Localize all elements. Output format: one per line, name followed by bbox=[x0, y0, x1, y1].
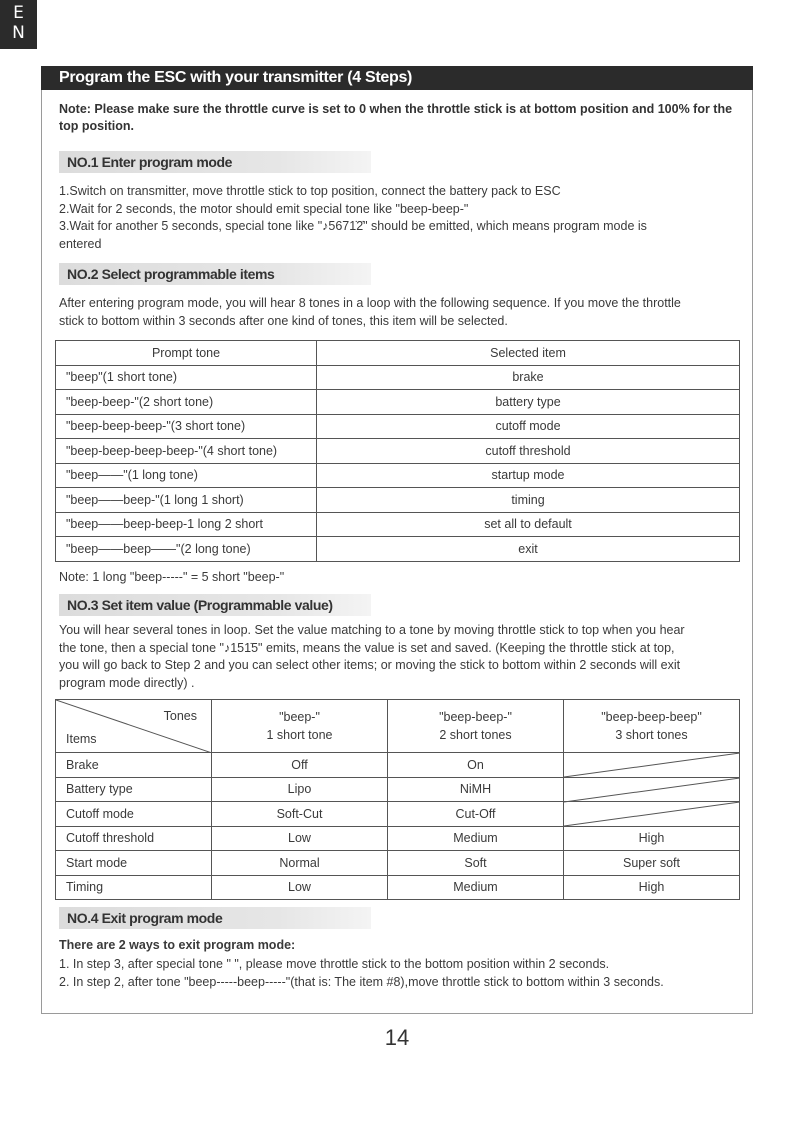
language-tab bbox=[0, 0, 37, 49]
value-cell: Lipo bbox=[212, 777, 388, 802]
item-name-cell: Timing bbox=[56, 875, 212, 900]
item-name-cell: Start mode bbox=[56, 851, 212, 876]
column-header-1-short bbox=[212, 700, 388, 753]
selected-item-cell: exit bbox=[317, 537, 740, 562]
table-row bbox=[56, 875, 740, 900]
description-line: After entering program mode, you will hear 8 tones in a loop with the following sequence. If you move the throttle bbox=[59, 296, 681, 310]
column-header-3-short bbox=[564, 700, 740, 753]
throttle-curve-note: Note: Please make sure the throttle curve is set to 0 when the throttle stick is at bottom position and 100% for the top position. bbox=[59, 102, 733, 133]
exit-way-line: 1. In step 3, after special tone " ", please move throttle stick to the bottom position within 2 seconds. bbox=[59, 957, 610, 971]
value-cell: Cut-Off bbox=[388, 802, 564, 827]
column-tone: "beep-beep-" bbox=[439, 710, 512, 724]
enter-program-mode-steps bbox=[59, 183, 739, 253]
item-name-cell: Brake bbox=[56, 753, 212, 778]
step-line: entered bbox=[59, 236, 102, 251]
value-cell: Off bbox=[212, 753, 388, 778]
table-row bbox=[56, 439, 740, 464]
section-heading-enter-program-mode: NO.1 Enter program mode bbox=[59, 151, 371, 173]
selected-item-cell: brake bbox=[317, 365, 740, 390]
step-line: 2.Wait for 2 seconds, the motor should emit special tone like "beep-beep-" bbox=[59, 201, 469, 216]
empty-value-cell bbox=[564, 777, 740, 802]
prompt-tone-cell: "beep——beep——"(2 long tone) bbox=[56, 537, 317, 562]
table-row bbox=[56, 537, 740, 562]
description-line: program mode directly) . bbox=[59, 675, 195, 690]
table-row bbox=[56, 390, 740, 415]
exit-ways-intro: There are 2 ways to exit program mode: bbox=[59, 938, 296, 952]
page-number: 14 bbox=[384, 1025, 410, 1050]
value-cell: On bbox=[388, 753, 564, 778]
table-row bbox=[56, 851, 740, 876]
empty-value-cell bbox=[564, 753, 740, 778]
table-row bbox=[56, 365, 740, 390]
table-header-row bbox=[56, 341, 740, 366]
step-line: 3.Wait for another 5 seconds, special tone like "♪5671̇2̇" should be emitted, which means program mode is bbox=[59, 219, 647, 233]
value-cell: High bbox=[564, 826, 740, 851]
value-cell: Medium bbox=[388, 875, 564, 900]
value-cell: NiMH bbox=[388, 777, 564, 802]
section-heading-select-items: NO.2 Select programmable items bbox=[59, 263, 371, 285]
column-tone: "beep-beep-beep" bbox=[601, 710, 702, 724]
value-cell: Low bbox=[212, 875, 388, 900]
selected-item-cell: set all to default bbox=[317, 512, 740, 537]
column-header-selected-item: Selected item bbox=[317, 341, 740, 366]
value-cell: Low bbox=[212, 826, 388, 851]
section-heading-exit-program-mode: NO.4 Exit program mode bbox=[59, 907, 371, 929]
empty-cell-strike bbox=[564, 753, 740, 778]
value-cell: Super soft bbox=[564, 851, 740, 876]
column-tone-desc: 2 short tones bbox=[439, 728, 512, 742]
column-tone: "beep-" bbox=[279, 710, 320, 724]
selected-item-cell: cutoff threshold bbox=[317, 439, 740, 464]
empty-value-cell bbox=[564, 802, 740, 827]
selected-item-cell: cutoff mode bbox=[317, 414, 740, 439]
table-row bbox=[56, 826, 740, 851]
step-line: 1.Switch on transmitter, move throttle stick to top position, connect the battery pack to ESC bbox=[59, 184, 561, 198]
prompt-tone-cell: "beep-beep-beep-"(3 short tone) bbox=[56, 414, 317, 439]
prompt-tone-cell: "beep——beep-beep-1 long 2 short bbox=[56, 512, 317, 537]
column-header-2-short bbox=[388, 700, 564, 753]
set-item-value-description bbox=[59, 622, 739, 692]
column-tone-desc: 1 short tone bbox=[266, 728, 333, 742]
corner-label-tones: Tones bbox=[163, 709, 197, 723]
prompt-tone-cell: "beep——"(1 long tone) bbox=[56, 463, 317, 488]
table-row bbox=[56, 753, 740, 778]
description-line: You will hear several tones in loop. Set the value matching to a tone by moving throttle stick to top when you hear bbox=[59, 623, 685, 637]
description-line: you will go back to Step 2 and you can select other items; or moving the stick to bottom within 2 seconds will exit bbox=[59, 658, 681, 672]
description-line: stick to bottom within 3 seconds after one kind of tones, this item will be selected. bbox=[59, 313, 508, 328]
prompt-tone-cell: "beep——beep-"(1 long 1 short) bbox=[56, 488, 317, 513]
exit-ways-list bbox=[59, 956, 739, 991]
table-row bbox=[56, 488, 740, 513]
long-short-note: Note: 1 long "beep-----" = 5 short "beep-" bbox=[59, 570, 285, 584]
value-cell: Soft bbox=[388, 851, 564, 876]
language-letter-n: N bbox=[12, 23, 25, 43]
selected-item-cell: battery type bbox=[317, 390, 740, 415]
value-cell: High bbox=[564, 875, 740, 900]
prompt-tone-table bbox=[55, 340, 740, 562]
table-row bbox=[56, 512, 740, 537]
value-cell: Medium bbox=[388, 826, 564, 851]
column-header-prompt-tone: Prompt tone bbox=[56, 341, 317, 366]
prompt-tone-cell: "beep-beep-"(2 short tone) bbox=[56, 390, 317, 415]
select-items-description bbox=[59, 295, 739, 330]
prompt-tone-cell: "beep"(1 short tone) bbox=[56, 365, 317, 390]
table-row bbox=[56, 777, 740, 802]
selected-item-cell: startup mode bbox=[317, 463, 740, 488]
item-name-cell: Cutoff mode bbox=[56, 802, 212, 827]
table-header-row bbox=[56, 700, 740, 753]
value-cell: Normal bbox=[212, 851, 388, 876]
exit-way-line: 2. In step 2, after tone "beep-----beep-----"(that is: The item #8),move throttle stick to bottom within 3 seconds. bbox=[59, 974, 664, 989]
item-name-cell: Cutoff threshold bbox=[56, 826, 212, 851]
language-letter-e: E bbox=[13, 3, 24, 23]
description-line: the tone, then a special tone "♪151̇5" emits, means the value is set and saved. (Keeping the throttle stick at top, bbox=[59, 640, 675, 655]
table-row bbox=[56, 414, 740, 439]
item-value-table bbox=[55, 699, 740, 900]
column-tone-desc: 3 short tones bbox=[615, 728, 688, 742]
prompt-tone-cell: "beep-beep-beep-beep-"(4 short tone) bbox=[56, 439, 317, 464]
value-cell: Soft-Cut bbox=[212, 802, 388, 827]
item-name-cell: Battery type bbox=[56, 777, 212, 802]
selected-item-cell: timing bbox=[317, 488, 740, 513]
corner-label-items: Items bbox=[66, 732, 97, 746]
table-row bbox=[56, 463, 740, 488]
empty-cell-strike bbox=[564, 802, 740, 827]
corner-header-cell bbox=[56, 700, 212, 753]
empty-cell-strike bbox=[564, 778, 740, 803]
section-heading-set-item-value: NO.3 Set item value (Programmable value) bbox=[59, 594, 371, 616]
page-title: Program the ESC with your transmitter (4 Steps) bbox=[41, 66, 753, 90]
table-row bbox=[56, 802, 740, 827]
